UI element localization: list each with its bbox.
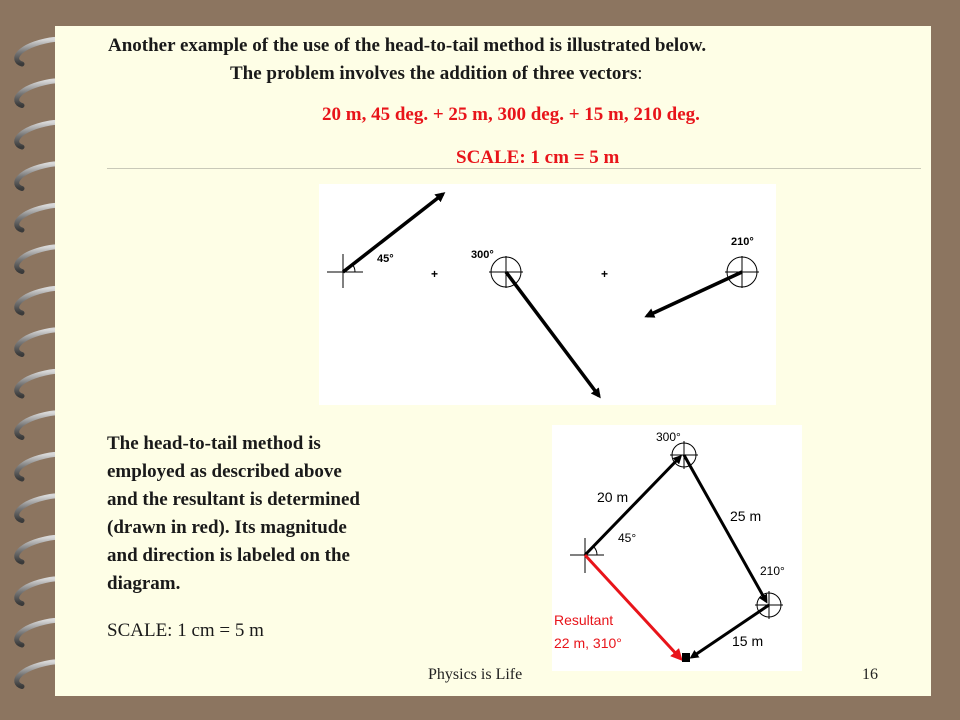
plus-sign-1: + bbox=[431, 267, 439, 281]
vectors-diagram-svg bbox=[319, 184, 776, 405]
vector-25m-300deg bbox=[489, 256, 599, 396]
vector-20m-45deg bbox=[327, 194, 443, 288]
body-line-1: The head-to-tail method is bbox=[107, 433, 321, 454]
label-15m: 15 m bbox=[732, 633, 764, 649]
body-line-4: (drawn in red). Its magnitude bbox=[107, 517, 347, 538]
resultant-label: Resultant bbox=[554, 612, 614, 628]
label-25m: 25 m bbox=[730, 508, 762, 524]
label-300-deg: 300° bbox=[471, 249, 494, 261]
plus-sign-2: + bbox=[601, 267, 609, 281]
label-210-deg: 210° bbox=[731, 236, 754, 248]
label-45: 45° bbox=[618, 531, 637, 545]
page-number: 16 bbox=[862, 666, 878, 683]
resultant-value: 22 m, 310° bbox=[554, 635, 622, 651]
resultant-diagram bbox=[552, 425, 802, 671]
body-line-6: diagram. bbox=[107, 573, 181, 594]
vectors-diagram bbox=[319, 184, 776, 405]
resultant-diagram-svg bbox=[552, 425, 802, 671]
body-line-2: employed as described above bbox=[107, 461, 342, 482]
vector-15m bbox=[692, 605, 769, 657]
header-line-2 bbox=[230, 63, 643, 85]
label-300: 300° bbox=[656, 430, 681, 444]
label-210: 210° bbox=[760, 564, 785, 578]
vector-15m-210deg bbox=[647, 256, 759, 316]
vector-25m bbox=[684, 455, 766, 601]
label-45-deg: 45° bbox=[377, 253, 394, 265]
label-20m: 20 m bbox=[597, 489, 629, 505]
vectors-line: 20 m, 45 deg. + 25 m, 300 deg. + 15 m, 210 deg. bbox=[322, 104, 700, 125]
body-line-3: and the resultant is determined bbox=[107, 489, 360, 510]
header-divider bbox=[107, 168, 921, 169]
header-line-2-text: The problem involves the addition of three vectors bbox=[230, 63, 638, 84]
body-line-5: and direction is labeled on the bbox=[107, 545, 350, 566]
footer-title: Physics is Life bbox=[428, 666, 523, 683]
header-scale: SCALE: 1 cm = 5 m bbox=[456, 147, 620, 168]
body-scale: SCALE: 1 cm = 5 m bbox=[107, 620, 264, 641]
header-line-2-colon: : bbox=[637, 63, 643, 84]
header-line-1: Another example of the use of the head-to-tail method is illustrated below. bbox=[108, 35, 707, 56]
